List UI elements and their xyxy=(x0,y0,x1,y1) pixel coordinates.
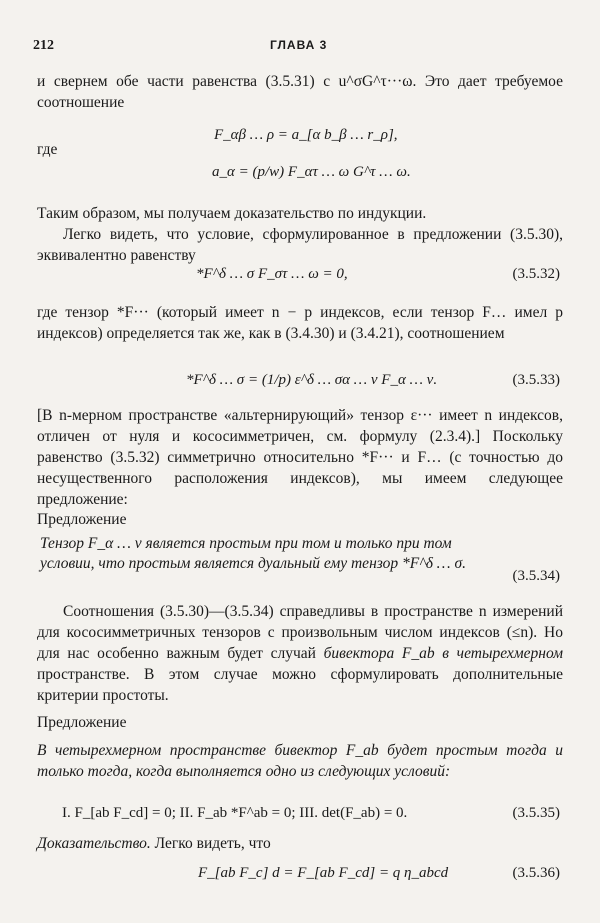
paragraph-6-part-c: пространстве. В этом случае можно сформулировать дополнительные критерии простоты. xyxy=(37,666,563,704)
proof-line xyxy=(37,835,271,853)
proposition-label-2: Предложение xyxy=(37,714,127,731)
paragraph-3: Легко видеть, что условие, сформулированное в предложении (3.5.30), эквивалентно равенству xyxy=(37,226,563,264)
equation-f-product: F_αβ … ρ = a_[α b_β … r_ρ], xyxy=(214,127,398,143)
paragraph-6-emphasis: бивектора F_ab в четырехмерном xyxy=(323,645,564,662)
equation-number-3-5-36: (3.5.36) xyxy=(512,865,560,881)
proposition-2-statement: В четырехмерном пространстве бивектор F_ab будет простым тогда и только тогда, когда выполняется одно из следующих условий: xyxy=(37,742,563,780)
paragraph-1: и свернем обе части равенства (3.5.31) с u^σG^τ···ω. Это дает требуемое соотношение xyxy=(37,73,563,111)
proof-text: Легко видеть, что xyxy=(154,835,271,852)
where-label: где xyxy=(37,141,58,158)
paragraph-2: Таким образом, мы получаем доказательство по индукции. xyxy=(37,205,427,222)
paragraph-6-part-a: Соотношения (3.5.30)—(3.5.34) справедливы в пространстве n измерений для кососимметричных тензоров с произвольным числом индексов (≤n). Но для нас особенно важным будет случай xyxy=(37,603,563,662)
equation-number-3-5-34: (3.5.34) xyxy=(512,568,560,584)
proposition-label-1: Предложение xyxy=(37,511,127,528)
equation-3-5-32: *F^δ … σ F_στ … ω = 0, xyxy=(196,266,348,282)
equation-number-3-5-33: (3.5.33) xyxy=(512,372,560,388)
paragraph-5: [В n-мерном пространстве «альтернирующий» тензор ε··· имеет n индексов, отличен от нуля и кососимметричен, см. формулу (2.3.4).] Поскольку равенство (3.5.32) симметрично относительно *F··· и F… (с точностью до несущественного расположения индексов), мы имеем следующее предложение: xyxy=(37,407,563,508)
equation-3-5-33: *F^δ … σ = (1/p) ε^δ … σα … ν F_α … ν. xyxy=(186,372,438,388)
chapter-header: ГЛАВА 3 xyxy=(270,38,328,52)
proof-label: Доказательство. xyxy=(37,835,151,852)
paragraph-6 xyxy=(37,601,563,706)
paragraph-4: где тензор *F··· (который имеет n − p индексов, если тензор F… имел p индексов) определяется так же, как в (3.4.30) и (3.4.21), соотношением xyxy=(37,304,563,342)
proposition-1-statement: Тензор F_α … ν является простым при том и только при том условии, что простым является дуальный ему тензор *F^δ … σ. xyxy=(40,535,466,572)
equation-3-5-35: I. F_[ab F_cd] = 0; II. F_ab *F^ab = 0; III. det(F_ab) = 0. xyxy=(62,805,408,821)
equation-number-3-5-35: (3.5.35) xyxy=(512,805,560,821)
page-number: 212 xyxy=(33,38,54,53)
equation-number-3-5-32: (3.5.32) xyxy=(512,266,560,282)
equation-a-alpha: a_α = (p/w) F_ατ … ω G^τ … ω. xyxy=(212,164,411,180)
equation-3-5-36: F_[ab F_c] d = F_[ab F_cd] = q η_abcd xyxy=(198,865,449,881)
